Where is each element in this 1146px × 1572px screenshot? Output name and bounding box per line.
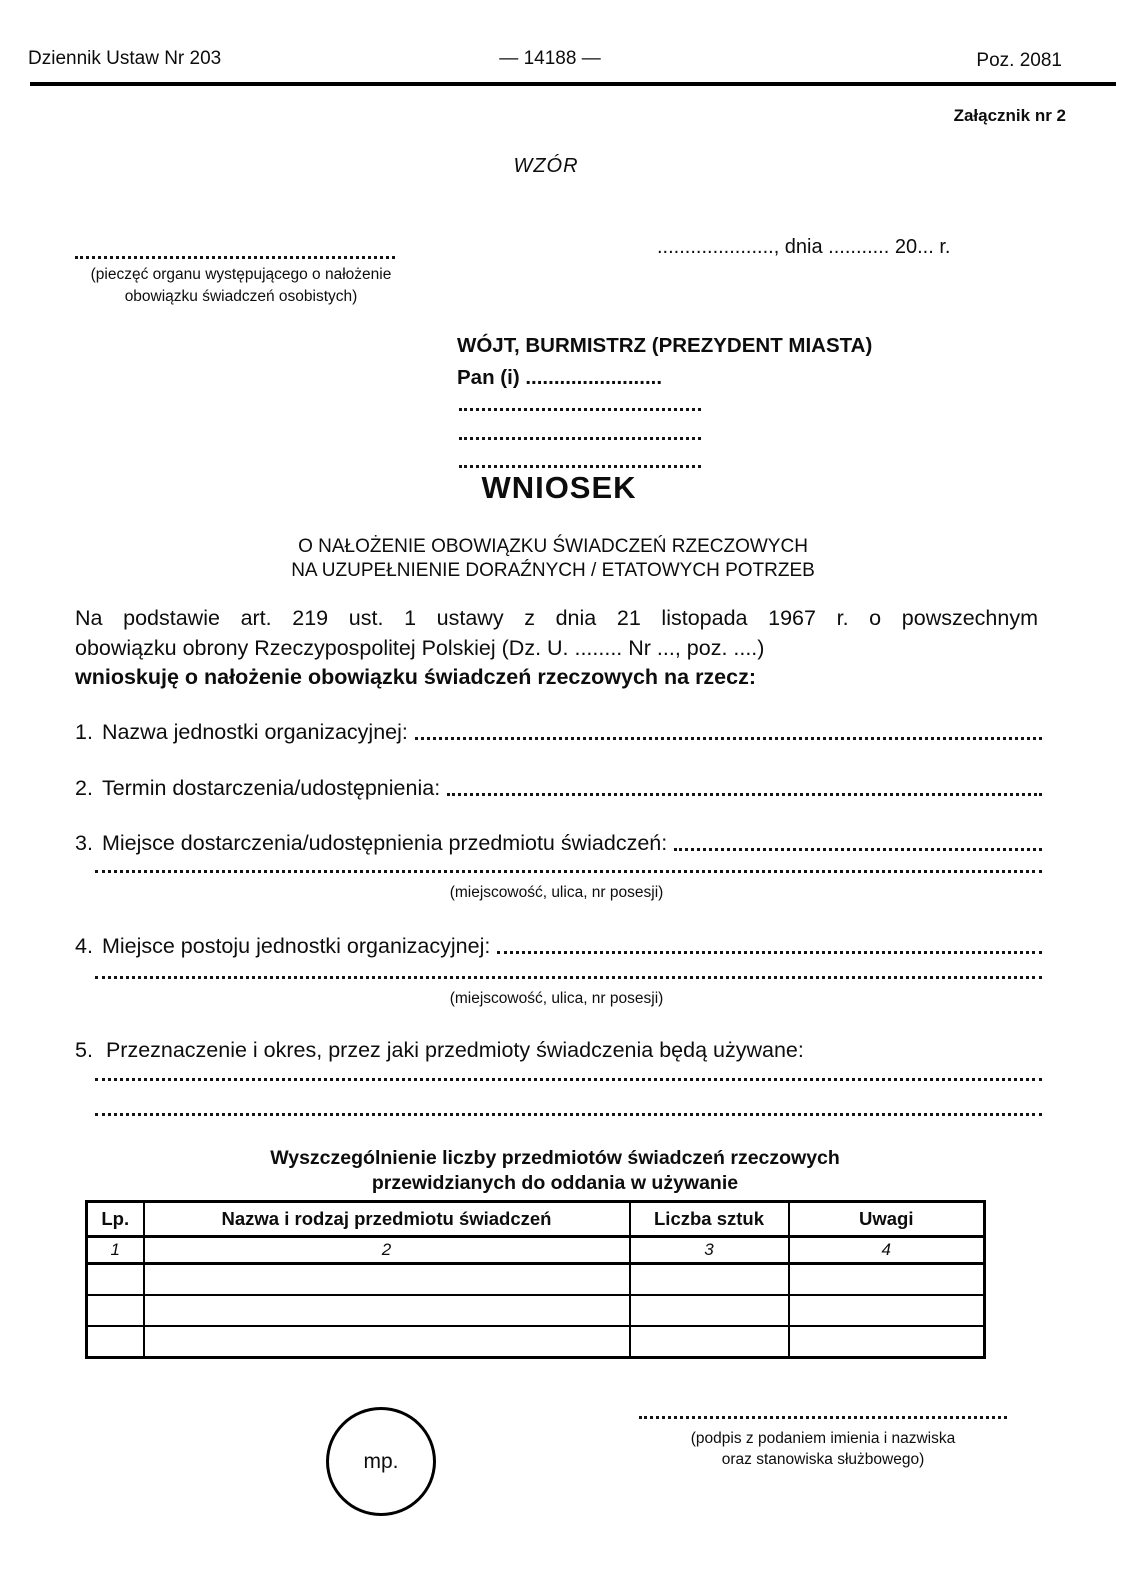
addressee-name-line: Pan (i) ........................ bbox=[457, 366, 663, 389]
official-stamp-placeholder bbox=[326, 1407, 436, 1516]
page-number: — 14188 — bbox=[499, 48, 601, 69]
addressee-blank-line-1 bbox=[459, 408, 701, 411]
signature-caption bbox=[637, 1428, 1009, 1470]
table-cell-empty bbox=[789, 1264, 985, 1296]
table-header-lp: Lp. bbox=[87, 1202, 144, 1237]
item-3-number: 3. bbox=[75, 831, 93, 855]
table-column-number-row bbox=[87, 1237, 985, 1264]
position-number: Poz. 2081 bbox=[976, 50, 1062, 71]
item-1-fill-line bbox=[415, 737, 1042, 740]
addressee-blank-line-2 bbox=[459, 437, 701, 440]
date-line: ....................., dnia ........... 20... r. bbox=[657, 236, 951, 258]
table-cell-empty bbox=[144, 1295, 630, 1326]
stamp-blank-line bbox=[75, 256, 395, 259]
legal-basis-line1: Na podstawie art. 219 ust. 1 ustawy z dnia 21 listopada 1967 r. o powszechnym bbox=[75, 606, 1038, 630]
form-subtitle-line1: O NAŁOŻENIE OBOWIĄZKU ŚWIADCZEŃ RZECZOWYCH bbox=[298, 536, 808, 557]
item-5-label: Przeznaczenie i okres, przez jaki przedmioty świadczenia będą używane: bbox=[105, 1038, 804, 1062]
item-2-label: Termin dostarczenia/udostępnienia: bbox=[101, 776, 441, 800]
table-colnum-2: 2 bbox=[144, 1237, 630, 1264]
stamp-caption-line2: obowiązku świadczeń osobistych) bbox=[124, 287, 358, 305]
legal-basis-paragraph bbox=[75, 604, 1038, 693]
item-3-continuation-line bbox=[95, 870, 1042, 873]
stamp-caption-line1: (pieczęć organu występującego o nałożenie bbox=[90, 266, 392, 283]
signature-blank-line bbox=[639, 1416, 1007, 1419]
table-header-row bbox=[87, 1202, 985, 1237]
table-cell-empty bbox=[630, 1326, 789, 1358]
table-header-name: Nazwa i rodzaj przedmiotu świadczeń bbox=[144, 1202, 630, 1237]
table-cell-empty bbox=[789, 1295, 985, 1326]
table-colnum-1: 1 bbox=[87, 1237, 144, 1264]
item-2-number: 2. bbox=[75, 776, 93, 800]
item-2-fill-line bbox=[447, 793, 1042, 796]
table-caption-line2: przewidzianych do oddania w używanie bbox=[371, 1172, 739, 1194]
item-4-label: Miejsce postoju jednostki organizacyjnej: bbox=[101, 934, 491, 958]
item-3 bbox=[75, 829, 1042, 856]
table-cell-empty bbox=[144, 1326, 630, 1358]
form-title: WNIOSEK bbox=[481, 470, 637, 505]
item-5 bbox=[75, 1036, 1042, 1063]
table-header-quantity: Liczba sztuk bbox=[630, 1202, 789, 1237]
item-5-fill-line-2 bbox=[95, 1113, 1042, 1116]
legal-basis-line2: obowiązku obrony Rzeczypospolitej Polskiej (Dz. U. ........ Nr ..., poz. ....) bbox=[75, 635, 765, 660]
item-5-fill-line-1 bbox=[95, 1078, 1042, 1081]
item-4-caption: (miejscowość, ulica, nr posesji) bbox=[449, 990, 664, 1007]
table-cell-empty bbox=[87, 1264, 144, 1296]
item-1-label: Nazwa jednostki organizacyjnej: bbox=[101, 720, 408, 744]
addressee-blank-line-3 bbox=[459, 465, 701, 468]
table-cell-empty bbox=[87, 1295, 144, 1326]
stamp-circle-label: mp. bbox=[363, 1449, 399, 1473]
table-cell-empty bbox=[144, 1264, 630, 1296]
stamp-caption bbox=[52, 264, 430, 307]
journal-title: Dziennik Ustaw Nr 203 bbox=[28, 48, 222, 69]
item-3-label: Miejsce dostarczenia/udostępnienia przedmiotu świadczeń: bbox=[101, 831, 668, 855]
signature-caption-line1: (podpis z podaniem imienia i nazwiska bbox=[690, 1430, 956, 1447]
item-4 bbox=[75, 932, 1042, 959]
legal-basis-line3: wnioskuję o nałożenie obowiązku świadczeń rzeczowych na rzecz: bbox=[75, 665, 757, 689]
item-1-number: 1. bbox=[75, 720, 93, 744]
table-cell-empty bbox=[630, 1295, 789, 1326]
addressee-title: WÓJT, BURMISTRZ (PREZYDENT MIASTA) bbox=[457, 334, 873, 357]
table-row bbox=[87, 1295, 985, 1326]
table-colnum-3: 3 bbox=[630, 1237, 789, 1264]
table-cell-empty bbox=[87, 1326, 144, 1358]
item-4-fill-line bbox=[497, 951, 1042, 954]
form-subtitle bbox=[0, 535, 1106, 583]
table-caption bbox=[0, 1146, 1110, 1196]
header-rule bbox=[30, 82, 1116, 86]
table-row bbox=[87, 1264, 985, 1296]
item-4-number: 4. bbox=[75, 934, 93, 958]
table-cell-empty bbox=[789, 1326, 985, 1358]
table-header-remarks: Uwagi bbox=[789, 1202, 985, 1237]
item-4-continuation-line bbox=[95, 976, 1042, 979]
item-3-caption: (miejscowość, ulica, nr posesji) bbox=[449, 884, 664, 901]
items-table bbox=[85, 1200, 986, 1359]
item-3-fill-line bbox=[674, 848, 1042, 851]
item-2 bbox=[75, 774, 1042, 801]
table-caption-line1: Wyszczególnienie liczby przedmiotów świadczeń rzeczowych bbox=[270, 1147, 840, 1169]
item-1 bbox=[75, 718, 1042, 745]
table-colnum-4: 4 bbox=[789, 1237, 985, 1264]
table-cell-empty bbox=[630, 1264, 789, 1296]
template-label: WZÓR bbox=[513, 155, 579, 177]
attachment-label: Załącznik nr 2 bbox=[953, 106, 1066, 125]
item-5-number: 5. bbox=[75, 1038, 93, 1062]
form-subtitle-line2: NA UZUPEŁNIENIE DORAŹNYCH / ETATOWYCH POTRZEB bbox=[291, 560, 815, 581]
table-row bbox=[87, 1326, 985, 1358]
signature-caption-line2: oraz stanowiska służbowego) bbox=[721, 1451, 925, 1468]
